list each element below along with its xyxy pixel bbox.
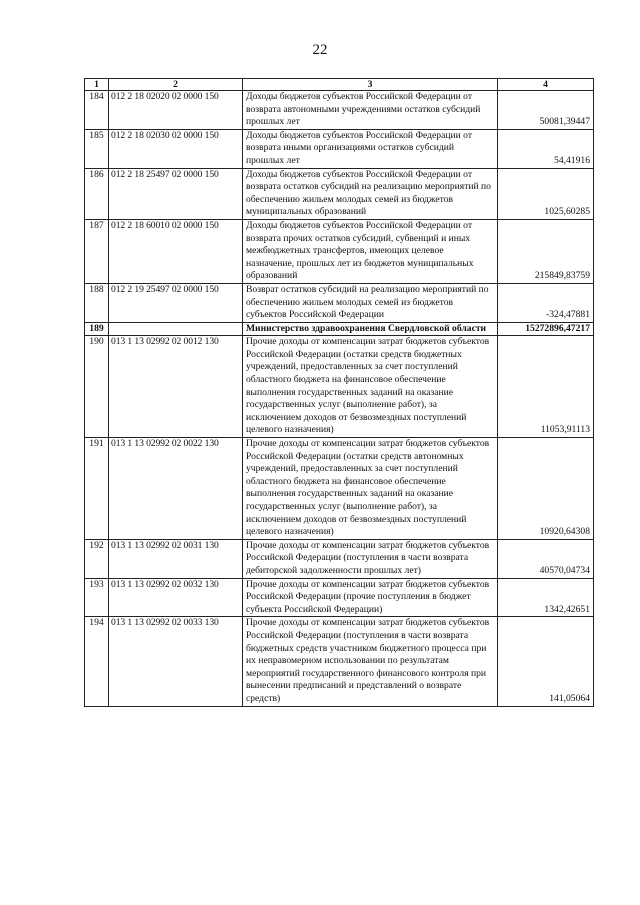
amount-value: 141,05064 bbox=[498, 617, 594, 706]
budget-code: 012 2 19 25497 02 0000 150 bbox=[109, 283, 243, 322]
column-header-4: 4 bbox=[498, 79, 594, 91]
column-header-1: 1 bbox=[85, 79, 109, 91]
revenue-description: Доходы бюджетов субъектов Российской Федерации от возврата прочих остатков субсидий, субвенций и иных межбюджетных трансфертов, имеющих целевое назначение, прошлых лет из бюджетов муниципальных образований bbox=[243, 219, 498, 283]
budget-code: 012 2 18 60010 02 0000 150 bbox=[109, 219, 243, 283]
revenue-description: Прочие доходы от компенсации затрат бюджетов субъектов Российской Федерации (поступления в части возврата бюджетных средств участником бюджетного процесса при их неправомерном использовании по результатам мероприятий государственного финансового контроля при вынесении предписаний и представлений о возврате средств) bbox=[243, 617, 498, 706]
table-row bbox=[85, 539, 594, 578]
revenue-description: Прочие доходы от компенсации затрат бюджетов субъектов Российской Федерации (прочие поступления в бюджет субъекта Российской Федерации) bbox=[243, 578, 498, 617]
budget-code: 013 1 13 02992 02 0031 130 bbox=[109, 539, 243, 578]
table-row bbox=[85, 91, 594, 130]
budget-code: 012 2 18 25497 02 0000 150 bbox=[109, 168, 243, 219]
amount-value: 1342,42651 bbox=[498, 578, 594, 617]
amount-value: 10920,64308 bbox=[498, 438, 594, 540]
table-row bbox=[85, 129, 594, 168]
revenue-description: Министерство здравоохранения Свердловской области bbox=[243, 322, 498, 336]
row-number: 188 bbox=[85, 283, 109, 322]
table-header-row bbox=[85, 79, 594, 91]
budget-code: 013 1 13 02992 02 0022 130 bbox=[109, 438, 243, 540]
budget-code: 013 1 13 02992 02 0033 130 bbox=[109, 617, 243, 706]
revenue-description: Прочие доходы от компенсации затрат бюджетов субъектов Российской Федерации (поступления в части возврата дебиторской задолженности прошлых лет) bbox=[243, 539, 498, 578]
revenue-description: Прочие доходы от компенсации затрат бюджетов субъектов Российской Федерации (остатки средств бюджетных учреждений, предоставленных за счет поступлений областного бюджета на финансовое обеспечение выполнения государственных заданий на оказание государственных услуг (выполнение работ), за исключением доходов от безвозмездных поступлений целевого назначения) bbox=[243, 336, 498, 438]
table-row bbox=[85, 336, 594, 438]
row-number: 191 bbox=[85, 438, 109, 540]
table-row bbox=[85, 283, 594, 322]
budget-code: 012 2 18 02030 02 0000 150 bbox=[109, 129, 243, 168]
table-row bbox=[85, 168, 594, 219]
row-number: 189 bbox=[85, 322, 109, 336]
row-number: 190 bbox=[85, 336, 109, 438]
amount-value: 15272896,47217 bbox=[498, 322, 594, 336]
row-number: 194 bbox=[85, 617, 109, 706]
amount-value: 40570,04734 bbox=[498, 539, 594, 578]
amount-value: -324,47881 bbox=[498, 283, 594, 322]
revenue-description: Доходы бюджетов субъектов Российской Федерации от возврата автономными учреждениями остатков субсидий прошлых лет bbox=[243, 91, 498, 130]
column-header-2: 2 bbox=[109, 79, 243, 91]
revenue-description: Доходы бюджетов субъектов Российской Федерации от возврата остатков субсидий на реализацию мероприятий по обеспечению жильем молодых семей из бюджетов муниципальных образований bbox=[243, 168, 498, 219]
row-number: 184 bbox=[85, 91, 109, 130]
column-header-3: 3 bbox=[243, 79, 498, 91]
revenue-description: Прочие доходы от компенсации затрат бюджетов субъектов Российской Федерации (остатки средств автономных учреждений, предоставленных за счет поступлений областного бюджета на финансовое обеспечение выполнения государственных заданий на оказание государственных услуг (выполнение работ), за исключением доходов от безвозмездных поступлений целевого назначения) bbox=[243, 438, 498, 540]
amount-value: 11053,91113 bbox=[498, 336, 594, 438]
budget-code: 012 2 18 02020 02 0000 150 bbox=[109, 91, 243, 130]
budget-code bbox=[109, 322, 243, 336]
amount-value: 215849,83759 bbox=[498, 219, 594, 283]
table-row bbox=[85, 617, 594, 706]
row-number: 192 bbox=[85, 539, 109, 578]
table-row bbox=[85, 578, 594, 617]
row-number: 186 bbox=[85, 168, 109, 219]
revenue-description: Возврат остатков субсидий на реализацию мероприятий по обеспечению жильем молодых семей из бюджетов субъектов Российской Федерации bbox=[243, 283, 498, 322]
table-body bbox=[85, 91, 594, 707]
revenue-description: Доходы бюджетов субъектов Российской Федерации от возврата иными организациями остатков субсидий прошлых лет bbox=[243, 129, 498, 168]
table-row bbox=[85, 438, 594, 540]
row-number: 185 bbox=[85, 129, 109, 168]
page-number: 22 bbox=[312, 42, 328, 58]
row-number: 187 bbox=[85, 219, 109, 283]
amount-value: 1025,60285 bbox=[498, 168, 594, 219]
amount-value: 50081,39447 bbox=[498, 91, 594, 130]
budget-code: 013 1 13 02992 02 0012 130 bbox=[109, 336, 243, 438]
table-row bbox=[85, 219, 594, 283]
table-row bbox=[85, 322, 594, 336]
revenue-table bbox=[84, 78, 594, 707]
budget-code: 013 1 13 02992 02 0032 130 bbox=[109, 578, 243, 617]
amount-value: 54,41916 bbox=[498, 129, 594, 168]
row-number: 193 bbox=[85, 578, 109, 617]
